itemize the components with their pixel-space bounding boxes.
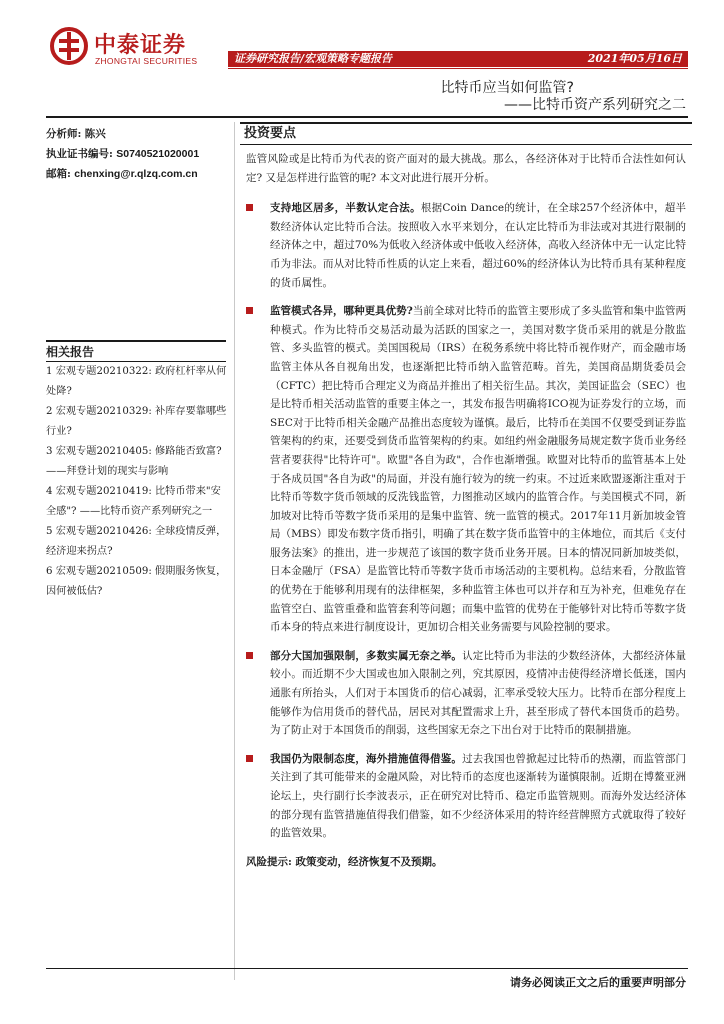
key-point [246,647,686,740]
key-point-text: 当前全球对比特币的监管主要形成了多头监管和集中监管两种模式。作为比特币交易活动最为活跃的国家之一，美国对数字货币采用的就是分散监管、多头监管的模式。美国国税局（IRS）在税务系统中将比特币视作财产，而金融市场监管主体从各自视角出发，也逐渐把比特币纳入监管范畴。首先，美国商品期货委员会（CFTC）把比特币合理定义为商品并推出了相关衍生品。其次，美国证监会（SEC）也是比特币相关活动监管的重要主体之一，其发布报告明确将ICO视为证券发行的立场，而SEC对于比特币相关金融产品推出态度较为谨慎。最后，比特币在美国不仅要受到证券监管架构的约束，还要受到货币监管架构的约束。如纽约州金融服务局规定数字货币业务经营者要获得"比特许可"。欧盟"各自为政"，合作也渐增强。欧盟对比特币的监管基本上处于各成员国"各自为政"的局面，并没有施行较为的统一约束。不过近来欧盟逐渐注重对于比特币等数字货币领域的反洗钱监管，力图推动区域内的监管合作。与美国模式不同，新加坡对比特币等数字货币采用的是集中监管、统一监管的模式。2017年11月新加坡金管局（MBS）即发布数字货币指引，明确了其在数字货币监管中的主体地位，而其后《支付服务法案》的推出，进一步规范了该国的数字货币业务开展。日本的情况同新加坡类似，日本金融厅（FSA）是监管比特币等数字货币市场活动的主要机构。总结来看，分散监管的优势在于能够利用现有的法律框架，多种监管主体也可以并存和互为补充，但难免存在监管空白、监管重叠和监管套利等问题；而集中监管的优势在于能够针对比特币等数字货币本身的特点来进行制度设计，更加切合相关业务需要与风险控制的要求。 [270,305,687,634]
analyst-cert-row [46,144,226,164]
related-report-item[interactable]: 2 宏观专题20210329: 补库存要靠哪些行业? [46,406,227,437]
analyst-email[interactable]: chenxing@r.qlzq.com.cn [74,168,198,180]
bullet-square-icon [246,652,253,659]
key-point-lead: 支持地区居多，半数认定合法。 [270,202,421,215]
disclaimer-note: 请务必阅读正文之后的重要声明部分 [510,976,686,989]
analyst-name-label: 分析师: [46,128,82,140]
logo-name-cn: 中泰证券 [94,33,187,58]
report-category: 证券研究报告/宏观策略专题报告 [234,52,393,65]
title-divider [46,116,688,118]
header-rule [228,68,688,69]
analyst-cert: S0740521020001 [116,148,200,160]
key-point-lead: 监管模式各异，哪种更具优势? [270,305,413,318]
related-report-item[interactable]: 4 宏观专题20210419: 比特币带来"安全感"? ——比特币资产系列研究之一 [46,486,221,517]
key-point [246,199,686,292]
analyst-cert-label: 执业证书编号: [46,148,113,160]
header-bar [228,51,688,67]
main-body [246,150,686,871]
related-reports-list [46,362,228,602]
analyst-email-row [46,164,226,184]
company-logo [50,26,250,72]
logo-name-en: ZHONGTAI SECURITIES [95,56,198,66]
key-point [246,302,686,637]
logo-mark-icon [50,26,88,66]
risk-warning: 风险提示: 政策变动，经济恢复不及预期。 [246,855,443,868]
intro-paragraph: 监管风险或是比特币为代表的资产面对的最大挑战。那么，各经济体对于比特币合法性如何认定? 又是怎样进行监管的呢? 本文对此进行展开分析。 [246,153,686,184]
bullet-square-icon [246,204,253,211]
bullet-square-icon [246,755,253,762]
analyst-info [46,124,226,184]
analyst-email-label: 邮箱: [46,168,71,180]
related-report-item[interactable]: 1 宏观专题20210322: 政府杠杆率从何处降? [46,366,227,397]
analyst-name: 陈兴 [84,128,106,140]
analyst-name-row [46,124,226,144]
bullet-square-icon [246,307,253,314]
key-point [246,750,686,843]
key-point-lead: 部分大国加强限制，多数实属无奈之举。 [270,649,463,662]
key-point-text: 过去我国也曾掀起过比特币的热潮，而监管部门关注到了其可能带来的金融风险，对比特币的态度也逐渐转为谨慎限制。近期在博鳌亚洲论坛上，央行副行长李波表示，正在研究对比特币、稳定币监管规则。而海外发达经济体的部分现有监管措施值得我们借鉴，如不少经济体采用的特许经营牌照方式就取得了较好的监管效果。 [270,752,686,840]
related-report-item[interactable]: 3 宏观专题20210405: 修路能否致富? ——拜登计划的现实与影响 [46,446,222,477]
key-point-text: 根据Coin Dance的统计，在全球257个经济体中，超半数经济体认定比特币合法。按照收入水平来划分，在认定比特币为非法或对其进行限制的经济体之中，超过70%为低收入经济体或中低收入经济体，高收入经济体中无一认定比特币为非法。而从对比特币性质的认定上来看，超过60%的经济体认为比特币具有某种程度的货币属性。 [270,202,687,289]
key-point-text: 认定比特币为非法的少数经济体，大都经济体量较小。而近期不少大国或也加入限制之列，究其原因，疫情冲击使得经济增长低迷，国内通胀有所抬头，人们对于本国货币的信心减弱，汇率承受较大压力。比特币在部分程度上能够作为信用货币的替代品，居民对其配置需求上升，甚至形成了替代本国货币的趋势。为了防止对于本国货币的削弱，这些国家无奈之下出台对于比特币的限制措施。 [270,649,686,737]
column-divider [234,122,235,980]
related-reports-title: 相关报告 [46,340,226,362]
section-title: 投资要点 [240,122,692,145]
report-subtitle: ——比特币资产系列研究之二 [504,97,686,113]
related-report-item[interactable]: 5 宏观专题20210426: 全球疫情反弹，经济迎来拐点? [46,526,227,557]
key-point-lead: 我国仍为限制态度，海外措施值得借鉴。 [270,752,463,765]
footer-rule [46,968,688,969]
report-title: 比特币应当如何监管? [440,80,574,96]
report-date: 2021年05月16日 [587,52,682,65]
related-report-item[interactable]: 6 宏观专题20210509: 假期服务恢复，因何被低估? [46,566,227,597]
